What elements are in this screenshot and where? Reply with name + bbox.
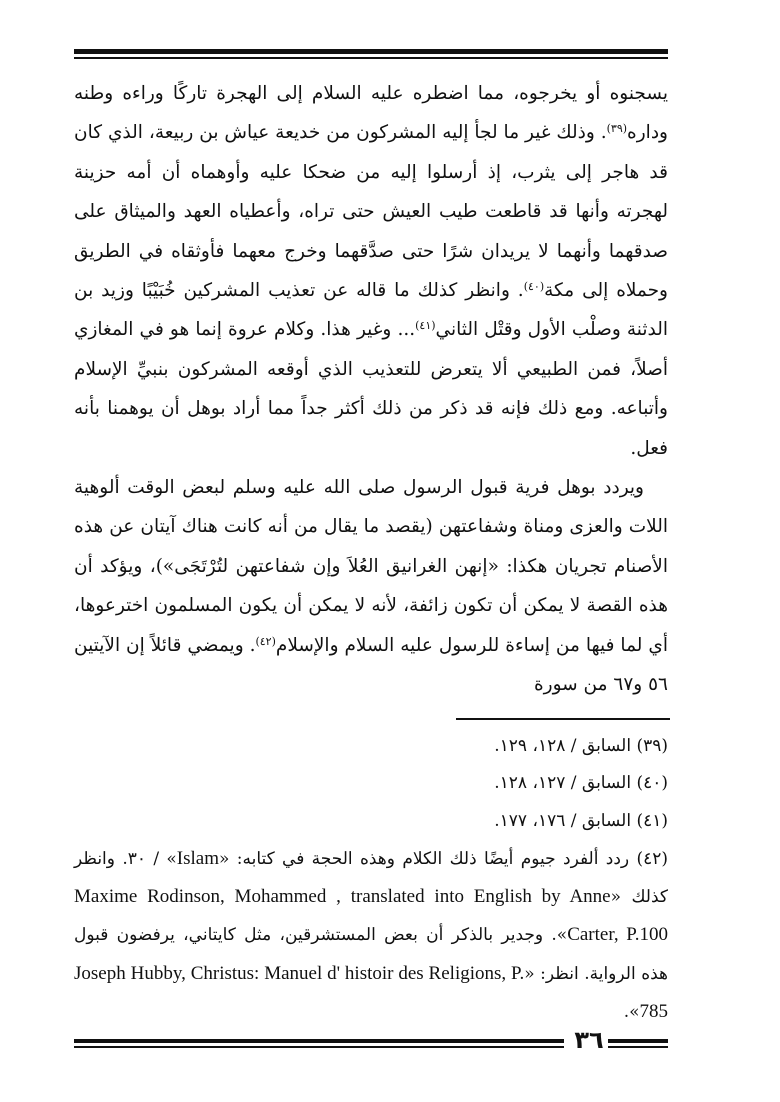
footnote-42 xyxy=(74,840,668,1031)
footer-rule-right-thin xyxy=(608,1046,668,1048)
paragraph-1 xyxy=(74,74,668,468)
page-number: ٣٦ xyxy=(574,1026,604,1054)
paragraph-1-text-a: يسجنوه أو يخرجوه، مما اضطره عليه السلام إلى الهجرة تاركًا وراءه وطنه وداره xyxy=(74,83,668,144)
paragraph-1-text-b: . وذلك غير ما لجأ إليه المشركون من خديعة عياش بن ربيعة، الذي كان قد هاجر إلى يثرب، إذ أرسلوا إليه من ضحكا عليه وأوهماه أن أمه حزينة لهجرته وأنها قد قاطعت طيب العيش حتى تراه، وأعطياه العهد والميثاق على صدقهما وأنهما لا يريدان شرًا حتى صدَّقهما وخرج معهما فأوثقاه في الطريق وحملاه إلى مكة xyxy=(74,122,668,302)
footnote-42-text-a: (٤٢) ردد ألفرد جيوم أيضًا ذلك الكلام وهذه الحجة في كتابه: « xyxy=(219,848,669,869)
footer-rule-right-thick xyxy=(608,1039,668,1043)
footnote-39: (٣٩) السابق / ١٢٨، ١٢٩. xyxy=(494,736,668,756)
footnote-separator xyxy=(456,718,670,720)
footer-rule-right xyxy=(608,1039,668,1048)
footer-rule-left xyxy=(74,1039,564,1048)
footnote-40: (٤٠) السابق / ١٢٧، ١٢٨. xyxy=(494,773,668,794)
footnote-ref-41: (٤١) xyxy=(415,319,436,333)
page-footer xyxy=(74,1026,668,1060)
paragraph-2-text-b: . ويمضي قائلاً إن الآيتين ٥٦ و٦٧ من سورة xyxy=(74,634,668,696)
top-rule xyxy=(74,49,668,59)
footer-rule-left-thin xyxy=(74,1046,564,1048)
paragraph-1-text-c: . وانظر كذلك ما قاله عن تعذيب المشركين خُبَيْبًا وزيد بن الدثنة وصلْب الأول وقتْل الثاني xyxy=(74,280,669,341)
footnote-42-latin-hubby: Joseph Hubby, Christus: Manuel d' histoir des Religions, P. 785 xyxy=(74,962,668,1023)
main-text xyxy=(74,74,668,705)
footnotes xyxy=(74,728,668,1031)
top-rule-thin xyxy=(74,57,668,59)
footnote-ref-42: (٤٢) xyxy=(255,634,276,648)
footnote-ref-40: (٤٠) xyxy=(523,280,545,294)
paragraph-1-text-d: ... وغير هذا. وكلام عروة إنما هو في المغازي أصلاً، فمن الطبيعي ألا يتعرض للتعذيب الذي أوقعه المشركون بنبيِّ الإسلام وأتباعه. ومع ذلك فإنه قد ذكر من ذلك أكثر جداً مما أراد بوهل أن يوهمنا بأنه فعل. xyxy=(74,319,668,459)
top-rule-thick xyxy=(74,49,668,54)
footnote-42-latin-islam: Islam xyxy=(176,847,220,869)
footnote-42-text-g: ». xyxy=(623,1002,640,1023)
footer-rule-left-thick xyxy=(74,1039,564,1043)
paragraph-2 xyxy=(74,468,668,704)
footnote-42-text-c: » / ٣٠. وانظر كذلك « xyxy=(74,848,669,908)
footnote-ref-39: (٣٩) xyxy=(606,122,628,136)
footnote-42-latin-rodinson: Maxime Rodinson, Mohammed , translated into English by Anne Carter, P.100 xyxy=(74,886,668,946)
paragraph-2-text-a: ويردد بوهل فرية قبول الرسول صلى الله عليه وسلم لبعض الوقت ألوهية اللات والعزى ومناة وشفاعتهن (يقصد ما يقال من أنه كانت هناك آيتان عن هذه الأصنام تجريان هكذا: «إنهن الغرانيق العُلاَ وإن شفاعتهن لتُرْتَجَى»)، ويؤكد أن هذه القصة لا يمكن أن تكون زائفة، لأنه لا يمكن أن يكون المسلمون اخترعوها، أي لما فيها من إساءة للرسول عليه السلام والإسلام xyxy=(74,477,668,656)
footnote-42-text-e: ». وجدير بالذكر أن بعض المستشرقين، مثل كايتاني، يرفضون قبول هذه الرواية. انظر: « xyxy=(74,925,668,984)
footnote-41: (٤١) السابق / ١٧٦، ١٧٧. xyxy=(494,810,668,831)
